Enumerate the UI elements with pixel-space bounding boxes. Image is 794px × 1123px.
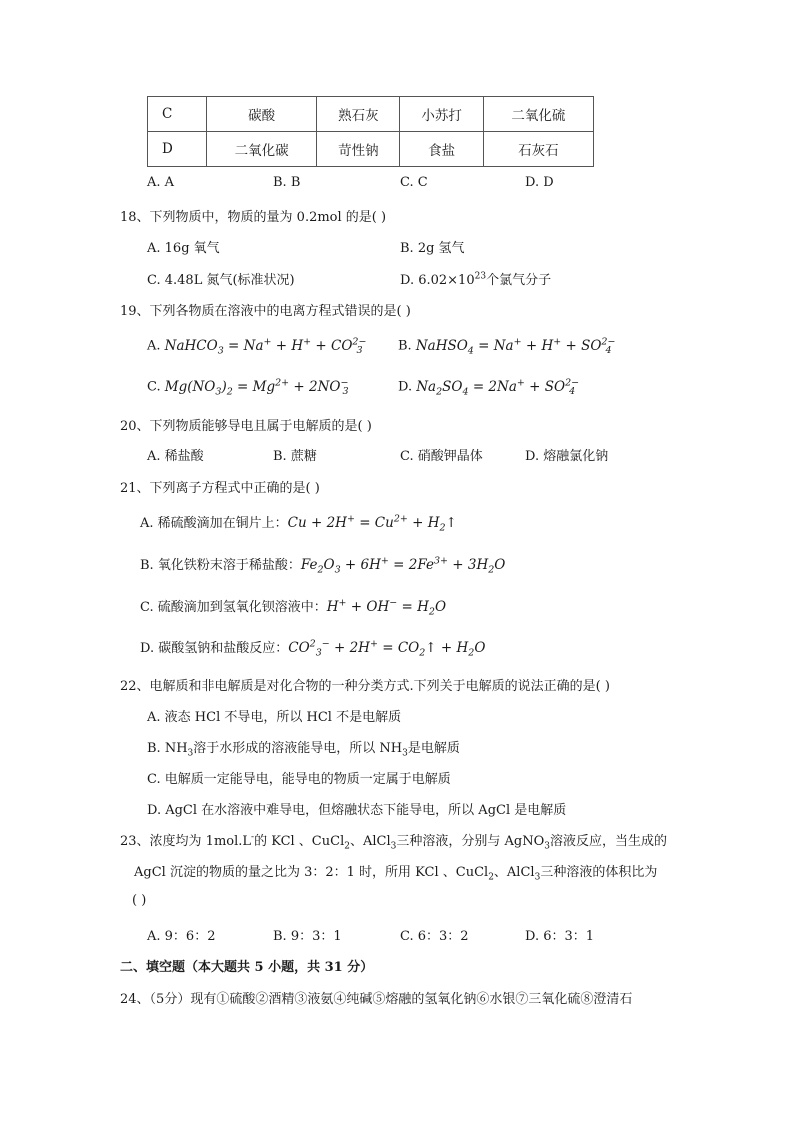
q21-option-b <box>140 554 505 576</box>
q18-stem: 18、下列物质中，物质的量为 0.2mol 的是( ) <box>120 210 387 225</box>
q18-option-b: B. 2g 氢气 <box>400 241 465 256</box>
q23-line1-e: 溶液反应，当生成的 <box>549 834 667 849</box>
q21-c-text: C. 硫酸滴加到氢氧化钡溶液中： <box>140 600 327 615</box>
q24-text: 24、（5分）现有①硫酸②酒精③液氨④纯碱⑤熔融的氢氧化钠⑥水银⑦三氧化硫⑧澄清石 <box>120 992 633 1007</box>
q19-b-label: B. <box>398 338 412 354</box>
q23-line2-a: AgCl 沉淀的物质的量之比为 3：2：1 时，所用 KCl 、CuCl <box>134 865 489 880</box>
q22-stem: 22、电解质和非电解质是对化合物的一种分类方式.下列关于电解质的说法正确的是( ) <box>120 679 610 694</box>
q19-option-b <box>398 336 616 357</box>
q22-option-c: C. 电解质一定能导电，能导电的物质一定属于电解质 <box>147 772 451 787</box>
q17-option-c: C. C <box>400 175 428 190</box>
q21-c-equation: $H^+ + OH^- = H_2O$ <box>326 597 447 618</box>
q23-line2: AgCl 沉淀的物质的量之比为 3：2：1 时，所用 KCl 、CuCl$_2$、AlCl$_3$三种溶液的体积比为 <box>134 865 658 883</box>
q18-d-exponent: 23 <box>474 271 487 282</box>
q19-stem: 19、下列各物质在溶液中的电离方程式错误的是( ) <box>120 304 411 319</box>
table-cell: 小苏打 <box>400 97 483 132</box>
q20-option-c: C. 硝酸钾晶体 <box>400 449 483 464</box>
q23-line2-c: 三种溶液的体积比为 <box>540 865 658 880</box>
q21-option-a <box>140 512 457 534</box>
q23-line1-d: 三种溶液，分别与 AgNO <box>396 834 545 849</box>
q21-option-d <box>140 637 485 659</box>
q18-option-a: A. 16g 氧气 <box>147 241 220 256</box>
q21-option-c <box>140 596 446 618</box>
q19-option-d <box>398 377 580 398</box>
q17-option-a: A. A <box>147 175 175 190</box>
q22-b-pre: B. NH <box>147 741 188 756</box>
q23-option-d: D. 6：3：1 <box>525 929 595 944</box>
q23-option-b: B. 9：3：1 <box>273 929 342 944</box>
table-row <box>148 97 594 132</box>
q21-d-text: D. 碳酸氢钠和盐酸反应： <box>140 641 289 656</box>
table-cell: 熟石灰 <box>317 97 400 132</box>
q19-option-c <box>147 377 349 397</box>
q22-option-b: B. $NH_3$溶于水形成的溶液能导电，所以 $NH_3$是电解质 <box>147 741 460 759</box>
q18-d-prefix: D. 6.02×10 <box>400 273 475 288</box>
q19-c-label: C. <box>147 379 161 395</box>
q17-option-b: B. B <box>273 175 301 190</box>
q19-d-label: D. <box>398 379 413 395</box>
table-cell: 石灰石 <box>483 132 593 167</box>
q18-d-suffix: 个氯气分子 <box>486 273 552 288</box>
q19-a-label: A. <box>147 338 161 354</box>
q19-option-a <box>147 336 367 357</box>
q22-option-a: A. 液态 HCl 不导电，所以 HCl 不是电解质 <box>147 710 402 725</box>
q23-option-c: C. 6：3：2 <box>400 929 469 944</box>
table-cell: 二氧化硫 <box>483 97 593 132</box>
q20-stem: 20、下列物质能够导电且属于电解质的是( ) <box>120 419 372 434</box>
q21-d-equation: $CO^2_3^- + 2H^+$ = $CO_2↑ + H_2O$ <box>288 638 486 659</box>
q23-line1-b: 的 KCl 、CuCl <box>254 834 345 849</box>
q21-a-text: A. 稀硫酸滴加在铜片上： <box>140 516 288 531</box>
q18-option-c: C. 4.48L 氮气(标准状况) <box>147 273 295 288</box>
q21-b-equation: $Fe_2O_3 + 6H^+ = 2Fe^{3+} + 3H_2O$ <box>300 555 506 576</box>
q18-option-d <box>400 269 551 288</box>
q23-line1-a: 23、浓度均为 1mol.L <box>120 834 252 849</box>
q21-b-text: B. 氧化铁粉末溶于稀盐酸： <box>140 558 301 573</box>
classification-table <box>147 96 594 167</box>
q19-c-equation: $Mg(NO_3)_2 = Mg^{2+} + 2NO^-_3$ <box>164 377 349 398</box>
q19-a-equation: NaHCO$_3$ = $Na^+ + H^+ + CO^{2-}_3$ <box>164 336 367 357</box>
q19-d-equation: $Na_2SO_4 = 2Na^+ + SO^{2-}_4$ <box>416 377 580 398</box>
q19-b-equation: NaHSO$_4$ = $Na^+ + H^+ + SO^{2-}_4$ <box>415 336 616 357</box>
section-title: 二、填空题（本大题共 5 小题，共 31 分） <box>120 960 374 975</box>
q23-answer-paren: ( ) <box>132 893 147 908</box>
table-cell: D <box>148 132 207 167</box>
q23-line1-c: 、AlCl <box>349 834 391 849</box>
q22-b-mid: 溶于水形成的溶液能导电，所以 NH <box>193 741 403 756</box>
table-cell: 二氧化碳 <box>207 132 317 167</box>
q20-option-b: B. 蔗糖 <box>273 449 317 464</box>
q23-line2-b: 、AlCl <box>493 865 535 880</box>
q23-option-a: A. 9：6：2 <box>147 929 216 944</box>
q22-option-d: D. AgCl 在水溶液中难导电，但熔融状态下能导电，所以 AgCl 是电解质 <box>147 803 567 818</box>
q22-b-post: 是电解质 <box>407 741 460 756</box>
q21-a-equation: $Cu + 2H^+ = Cu^{2+}$ + $H_2↑$ <box>287 513 457 534</box>
q21-stem: 21、下列离子方程式中正确的是( ) <box>120 481 320 496</box>
q17-option-d: D. D <box>525 175 554 190</box>
table-cell: 食盐 <box>400 132 483 167</box>
table-cell: 苛性钠 <box>317 132 400 167</box>
table-row <box>148 132 594 167</box>
table-cell: C <box>148 97 207 132</box>
q20-option-d: D. 熔融氯化钠 <box>525 449 609 464</box>
q20-option-a: A. 稀盐酸 <box>147 449 204 464</box>
q23-line1: 23、浓度均为 1mol.L-的 KCl 、CuCl$_2$、AlCl$_3$三种溶液，分别与 AgNO$_3$溶液反应，当生成的 <box>120 832 667 852</box>
table-cell: 碳酸 <box>207 97 317 132</box>
